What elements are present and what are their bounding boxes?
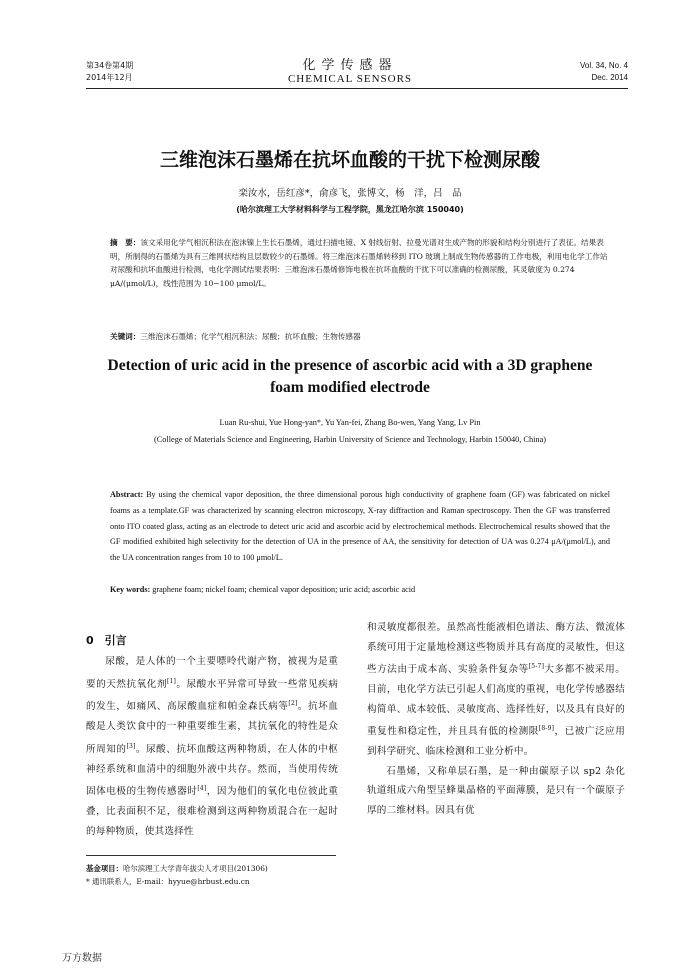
intro-paragraph-1: [86, 652, 338, 841]
paper-title-en: Detection of uric acid in the presence of ascorbic acid with a 3D graphene foam modified electrode: [107, 357, 593, 396]
header-volume-issue: 第34卷第4期: [86, 61, 134, 70]
citation-3: [3]: [126, 742, 136, 750]
watermark-footer: 万方数据: [62, 953, 102, 964]
header-rule: [86, 88, 628, 89]
text-run: 。尿酸水平异常可导致一些常见疾病的发生，如痛风、高尿酸血症和帕金森氏病等: [86, 678, 338, 713]
funding-text: 哈尔滨理工大学青年拔尖人才项目(201306): [122, 864, 268, 873]
citation-4: [4]: [197, 785, 207, 793]
header-volume-en: [580, 60, 628, 84]
intro-paragraph-1-continued: [367, 618, 625, 762]
text-run: ，因为他们的氧化电位彼此重叠，比表面积不足，很难检测到这两种物质混合在一起时的每种物质，使其选择性: [86, 786, 338, 837]
abstract-en-text: By using the chemical vapor deposition, the three dimensional porous high conductivity of graphene foam (GF) was fabricated on nickel foams as a template.GF was characterized by scanning electron microscopy, X-ray diffraction and Raman spectroscopy. Then the GF was transferred onto ITO coated glass, acting as an electrode to detect uric acid and ascorbic acid by electrochemical methods. Electrochemical results showed that the GF modified exhibited high selectivity for the detection of UA in the presence of AA, the sensitivity for detection of UA was 0.274 μA/(μmol/L), and the UA concentration ranges from 10 to 100 μmol/L.: [110, 490, 610, 563]
paper-title-cn: 三维泡沫石墨烯在抗坏血酸的干扰下检测尿酸: [159, 149, 540, 171]
text-run: 。抗坏血酸是人类饮食中的一种重要维生素，其抗氧化的特性是众所周知的: [86, 701, 338, 755]
keywords-cn-text: 三维泡沫石墨烯；化学气相沉积法；尿酸；抗坏血酸；生物传感器: [140, 332, 361, 341]
body-left-column: [86, 652, 338, 841]
journal-name-cn: 化学传感器: [302, 58, 398, 73]
citation-1: [1]: [166, 677, 177, 685]
text-run: 尿酸，是人体的一个主要嘌呤代谢产物，被视为是重要的天然抗氧化剂: [86, 656, 338, 690]
citation-8-9: [8-9]: [538, 725, 555, 733]
citation-5-7: [5-7]: [528, 663, 545, 671]
abstract-cn-label: 摘 要：: [110, 238, 141, 247]
journal-name: [270, 54, 430, 85]
abstract-en-label: Abstract:: [110, 490, 144, 499]
abstract-cn: [110, 236, 610, 290]
body-right-column: [367, 618, 625, 820]
footnotes: [86, 862, 346, 888]
funding-label: 基金项目：: [86, 864, 123, 873]
contact-note: * 通讯联系人，E-mail：hyyue@hrbust.edu.cn: [86, 877, 250, 886]
section-heading-intro: 0 引言: [86, 634, 127, 647]
text-run: 和灵敏度都很差。虽然高性能液相色谱法、酶方法、微流体系统可用于定量地检测这些物质并具有高度的灵敏性，但这些方法由于成本高、实验条件复杂等: [367, 622, 625, 676]
journal-name-en: CHEMICAL SENSORS: [287, 73, 413, 85]
keywords-cn: [110, 331, 610, 342]
funding-note: [86, 862, 346, 875]
text-run: 。尿酸、抗坏血酸这两种物质，在人体的中枢神经系统和血清中的细胞外液中共存。然而，当使用传统固体电极的生物传感器时: [86, 743, 338, 798]
footnote-rule: [86, 855, 336, 856]
abstract-en: [110, 487, 610, 566]
citation-2: [2]: [288, 700, 298, 708]
authors-en: Luan Ru-shui, Yue Hong-yan*, Yu Yan-fei, Zhang Bo-wen, Yang Yang, Lv Pin: [219, 418, 481, 427]
header-volume-cn: [86, 60, 133, 84]
affiliation-cn: (哈尔滨理工大学材料科学与工程学院，黑龙江哈尔滨 150040): [236, 205, 464, 214]
header-date-en: Dec. 2014: [591, 73, 628, 82]
abstract-cn-text: 该文采用化学气相沉积法在泡沫镍上生长石墨烯，通过扫描电镜、X 射线衍射、拉曼光谱对生成产物的形貌和结构分别进行了表征。结果表明，所制得的石墨烯为具有三维网状结构且层数较少的石墨烯。将三维泡沫石墨烯转移到 ITO 玻璃上制成生物传感器的工作电极，利用电化学工作站对尿酸和抗坏血酸进行检测，电化学测试结果表明：三维泡沫石墨烯修饰电极在抗坏血酸的干扰下可以准确的检测尿酸，其灵敏度为 0.274 μA/(μmol/L)，线性范围为 10~100 μmol/L。: [110, 238, 608, 288]
header-date-cn: 2014年12月: [86, 73, 133, 82]
keywords-en: [110, 585, 610, 594]
text-run: 大多都不被采用。目前，电化学方法已引起人们高度的重视，电化学传感器结构简单、成本较低、灵敏度高、选择性好，以及具有良好的重复性和稳定性，并且具有低的检测限: [367, 664, 625, 738]
authors-cn: 栾汝水，岳红彦*，俞彦飞，张博文，杨 洋，吕 品: [238, 188, 462, 199]
keywords-en-label: Key words:: [110, 585, 151, 594]
header-volume-issue-en: Vol. 34, No. 4: [579, 61, 628, 70]
intro-paragraph-2: 石墨烯，又称单层石墨，是一种由碳原子以 sp2 杂化轨道组成六角型呈蜂巢晶格的平面薄膜，是只有一个碳原子厚的二维材料。因具有优: [367, 765, 625, 816]
text-run: ，已被广泛应用到科学研究、临床检测和工业分析中。: [367, 726, 625, 757]
keywords-en-text: graphene foam; nickel foam; chemical vapor deposition; uric acid; ascorbic acid: [152, 585, 416, 594]
keywords-cn-label: 关键词：: [110, 332, 141, 341]
affiliation-en: (College of Materials Science and Engineering, Harbin University of Science and Technology, Harbin 150040, China): [153, 435, 547, 444]
